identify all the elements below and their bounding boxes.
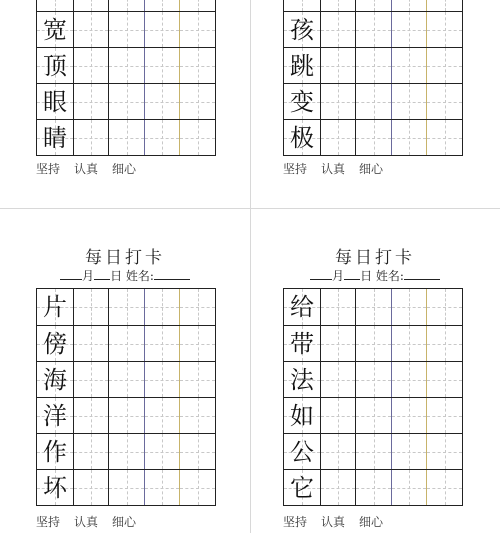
- grid-row: [284, 289, 462, 325]
- practice-character: 极: [290, 124, 314, 152]
- grid-row: [37, 11, 215, 47]
- grid-row: [284, 361, 462, 397]
- card-footer: [283, 513, 397, 530]
- card-footer: [36, 160, 150, 177]
- footer-word-persist: 坚持: [283, 515, 308, 529]
- practice-character: 给: [290, 293, 314, 321]
- grid-row: [284, 433, 462, 469]
- practice-character: [284, 0, 320, 11]
- month-label: 月: [82, 269, 95, 283]
- grid-row: [37, 325, 215, 361]
- footer-word-careful: 细心: [112, 162, 137, 176]
- footer-word-persist: 坚持: [36, 162, 61, 176]
- writing-grid: [36, 288, 216, 506]
- card-title: 每日打卡: [335, 248, 415, 268]
- grid-row: [284, 397, 462, 433]
- footer-word-persist: 坚持: [283, 162, 308, 176]
- practice-character: 孩: [290, 16, 314, 44]
- grid-row: [37, 47, 215, 83]
- card-footer: [283, 160, 397, 177]
- practice-character: 法: [290, 366, 314, 394]
- card-form: [0, 267, 250, 284]
- footer-word-serious: 认真: [74, 515, 99, 529]
- practice-character: 宽: [43, 16, 67, 44]
- practice-character: 它: [290, 474, 314, 502]
- practice-character: 作: [43, 438, 67, 466]
- practice-character: 公: [290, 438, 314, 466]
- practice-character: 坏: [43, 474, 67, 502]
- writing-grid: [36, 0, 216, 156]
- grid-row: [284, 325, 462, 361]
- footer-word-serious: 认真: [321, 162, 346, 176]
- grid-row: [37, 469, 215, 505]
- practice-character: 带: [290, 330, 314, 358]
- footer-word-careful: 细心: [359, 515, 384, 529]
- practice-character: 片: [43, 293, 67, 321]
- month-label: 月: [332, 269, 345, 283]
- name-label: 姓名:: [375, 269, 404, 283]
- day-label: 日: [110, 269, 123, 283]
- practice-character: 睛: [43, 124, 67, 152]
- practice-character: 海: [43, 366, 67, 394]
- card-form: [250, 267, 500, 284]
- footer-word-persist: 坚持: [36, 515, 61, 529]
- grid-row: [284, 83, 462, 119]
- practice-card-top-right: [250, 0, 500, 208]
- grid-row: [284, 11, 462, 47]
- card-title: 每日打卡: [85, 248, 165, 268]
- footer-word-careful: 细心: [112, 515, 137, 529]
- writing-grid: [283, 288, 463, 506]
- practice-character: 顶: [43, 52, 67, 80]
- grid-row: [37, 433, 215, 469]
- practice-character: 变: [290, 88, 314, 116]
- practice-card-bottom-right: [250, 209, 500, 533]
- grid-row: [284, 469, 462, 505]
- footer-word-serious: 认真: [321, 515, 346, 529]
- name-label: 姓名:: [125, 269, 154, 283]
- practice-character: 眼: [43, 88, 67, 116]
- grid-row: [37, 361, 215, 397]
- grid-row: [37, 119, 215, 155]
- practice-card-bottom-left: [0, 209, 250, 533]
- practice-character: 跳: [290, 52, 314, 80]
- grid-row: [37, 397, 215, 433]
- practice-character: 傍: [43, 330, 67, 358]
- grid-row: [284, 47, 462, 83]
- day-label: 日: [360, 269, 373, 283]
- footer-word-serious: 认真: [74, 162, 99, 176]
- grid-row: [37, 289, 215, 325]
- grid-row: [37, 0, 215, 11]
- practice-card-top-left: [0, 0, 250, 208]
- card-footer: [36, 513, 150, 530]
- grid-row: [284, 0, 462, 11]
- grid-row: [284, 119, 462, 155]
- writing-grid: [283, 0, 463, 156]
- footer-word-careful: 细心: [359, 162, 384, 176]
- practice-character: 如: [290, 402, 314, 430]
- grid-row: [37, 83, 215, 119]
- practice-character: [37, 0, 73, 11]
- practice-character: 洋: [43, 402, 67, 430]
